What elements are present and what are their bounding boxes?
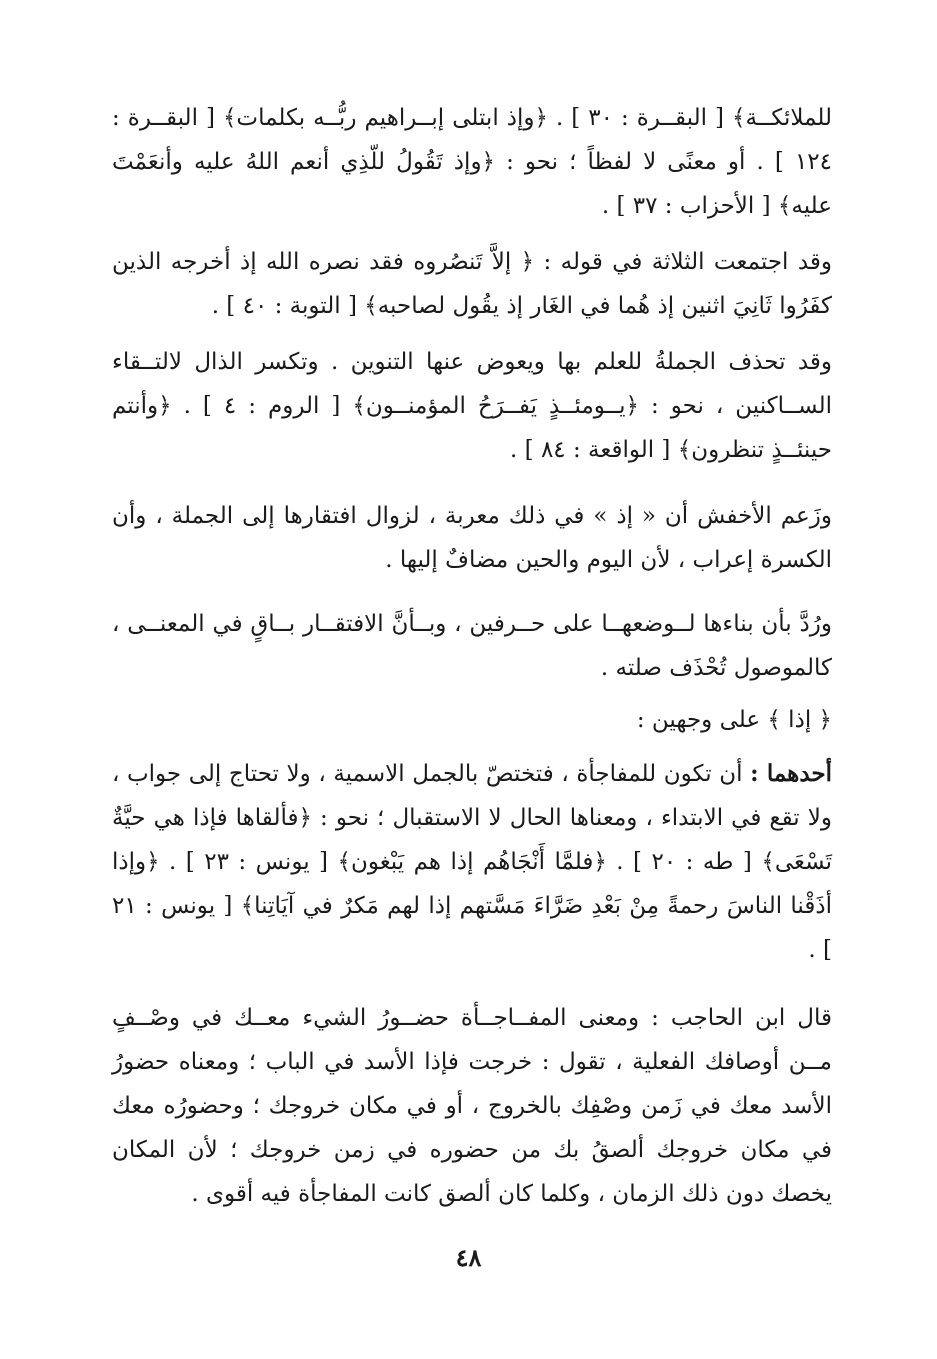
paragraph-7: قال ابن الحاجب : ومعنى المفــاجــأة حضــورُ الشيء معــك في وصْــفٍ مــن أوصافك الفعلية ، تقول : خرجت فإذا الأسد في الباب ؛ ومعناه حضورُ الأسد معك في زَمن وصْفِك بالخروج ، أو في مكان خروجك ؛ وحضورُه معك في مكان خروجك ألصقُ بك من حضوره في زمن خروجك ؛ لأن المكان يخصك دون ذلك الزمان ، وكلما كان ألصق كانت المفاجأة فيه أقوى . [112, 1005, 832, 1207]
paragraph-6 [112, 752, 832, 972]
section-heading: ﴿ إذا ﴾ على وجهين : [636, 707, 832, 733]
paragraph-1: للملائكــة﴾ [ البقــرة : ٣٠ ] . ﴿وإذ ابتلى إبــراهيم ربُّــه بكلمات﴾ [ البقــرة : ١٢٤ ] . أو معنًى لا لفظاً ؛ نحو : ﴿وإذ تَقُولُ للّذِي أنعم اللهُ عليه وأنعَمْتَ عليه﴾ [ الأحزاب : ٣٧ ] . [112, 105, 833, 219]
page-number: ٤٨ [455, 1243, 482, 1272]
paragraph-2: وقد اجتمعت الثلاثة في قوله : ﴿ إلاَّ تَنصُروه فقد نصره الله إذ أخرجه الذين كفَرُوا ثَانِيَ اثنين إذ هُما في الغَار إذ يقُول لصاحبه﴾ [ التوبة : ٤٠ ] . [112, 249, 832, 319]
paragraph-5: ورُدَّ بأن بناءها لــوضعهــا على حــرفين ، وبــأنَّ الافتقــار بــاقٍ في المعنــى ، كالموصول تُحْذَف صلته . [112, 611, 832, 681]
lead-word: أحدهما : [750, 760, 832, 787]
paragraph-3: وقد تحذف الجملةُ للعلم بها ويعوض عنها التنوين . وتكسر الذال لالتــقاء الســاكنين ، نحو : ﴿يــومئــذٍ يَفــرَحُ المؤمنــون﴾ [ الروم : ٤ ] . ﴿وأنتم حينئــذٍ تنظرون﴾ [ الواقعة : ٨٤ ] . [112, 349, 833, 463]
paragraph-4: وزَعم الأخفش أن « إذ » في ذلك معربة ، لزوال افتقارها إلى الجملة ، وأن الكسرة إعراب ، لأن اليوم والحين مضافٌ إليها . [112, 503, 832, 573]
paragraph-6-text: أن تكون للمفاجأة ، فتختصّ بالجمل الاسمية ، ولا تحتاج إلى جواب ، ولا تقع في الابتداء ، ومعناها الحال لا الاستقبال ؛ نحو : ﴿فألقاها فإذا هي حيَّةٌ تَسْعَى﴾ [ طه : ٢٠ ] . ﴿فلمَّا أَنْجَاهُم إذا هم يَبْغون﴾ [ يونس : ٢٣ ] . ﴿وإذا أذَقْنا الناسَ رحمةً مِنْ بَعْدِ ضَرَّاءَ مَسَّتهم إذا لهم مَكرٌ في آيَاتِنا﴾ [ يونس : ٢١ ] . [112, 761, 833, 963]
